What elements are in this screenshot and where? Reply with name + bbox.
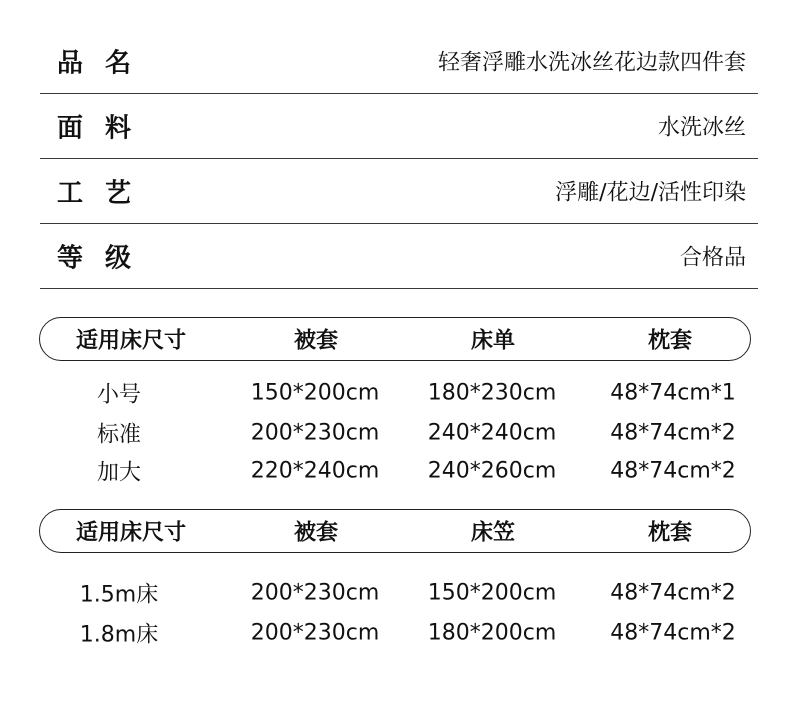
spec-row-fabric bbox=[40, 94, 758, 159]
spec-value: 轻奢浮雕水洗冰丝花边款四件套 bbox=[437, 50, 746, 76]
header-pillowcase: 枕套 bbox=[647, 328, 693, 354]
table-row bbox=[0, 618, 790, 648]
cell-duvet-cover: 220*240cm bbox=[250, 458, 380, 484]
table-row bbox=[0, 378, 790, 408]
spec-label: 面料 bbox=[57, 113, 154, 144]
cell-pillowcase: 48*74cm*2 bbox=[610, 458, 736, 484]
size-table-1-header bbox=[39, 317, 751, 361]
cell-duvet-cover: 200*230cm bbox=[250, 420, 380, 446]
cell-duvet-cover: 150*200cm bbox=[250, 380, 380, 406]
header-pillowcase: 枕套 bbox=[647, 520, 693, 546]
cell-size: 1.5m床 bbox=[79, 582, 159, 608]
spec-label: 工艺 bbox=[57, 178, 154, 209]
cell-pillowcase: 48*74cm*2 bbox=[610, 420, 736, 446]
spec-label: 品名 bbox=[57, 48, 154, 79]
table-row bbox=[0, 418, 790, 448]
cell-pillowcase: 48*74cm*2 bbox=[610, 580, 736, 606]
spec-value: 合格品 bbox=[679, 245, 746, 271]
size-table-2-header bbox=[39, 509, 751, 553]
cell-size: 标准 bbox=[96, 422, 142, 448]
table-row bbox=[0, 456, 790, 486]
cell-size: 加大 bbox=[96, 460, 142, 486]
spec-value: 浮雕/花边/活性印染 bbox=[555, 180, 746, 206]
spec-row-craft bbox=[40, 159, 758, 224]
spec-row-name bbox=[40, 29, 758, 94]
cell-bed-sheet: 240*260cm bbox=[427, 458, 557, 484]
header-duvet-cover: 被套 bbox=[293, 520, 339, 546]
cell-pillowcase: 48*74cm*1 bbox=[610, 380, 736, 406]
header-duvet-cover: 被套 bbox=[293, 328, 339, 354]
spec-value: 水洗冰丝 bbox=[657, 115, 746, 141]
cell-duvet-cover: 200*230cm bbox=[250, 620, 380, 646]
header-bed-size: 适用床尺寸 bbox=[75, 328, 187, 354]
cell-size: 1.8m床 bbox=[79, 622, 159, 648]
cell-bed-sheet: 180*230cm bbox=[427, 380, 557, 406]
header-bed-size: 适用床尺寸 bbox=[75, 520, 187, 546]
header-fitted-sheet: 床笠 bbox=[470, 520, 516, 546]
cell-fitted-sheet: 180*200cm bbox=[427, 620, 557, 646]
header-bed-sheet: 床单 bbox=[470, 328, 516, 354]
cell-duvet-cover: 200*230cm bbox=[250, 580, 380, 606]
cell-bed-sheet: 240*240cm bbox=[427, 420, 557, 446]
spec-label: 等级 bbox=[57, 243, 154, 274]
cell-fitted-sheet: 150*200cm bbox=[427, 580, 557, 606]
table-row bbox=[0, 578, 790, 608]
cell-pillowcase: 48*74cm*2 bbox=[610, 620, 736, 646]
cell-size: 小号 bbox=[96, 382, 142, 408]
spec-row-grade bbox=[40, 224, 758, 289]
